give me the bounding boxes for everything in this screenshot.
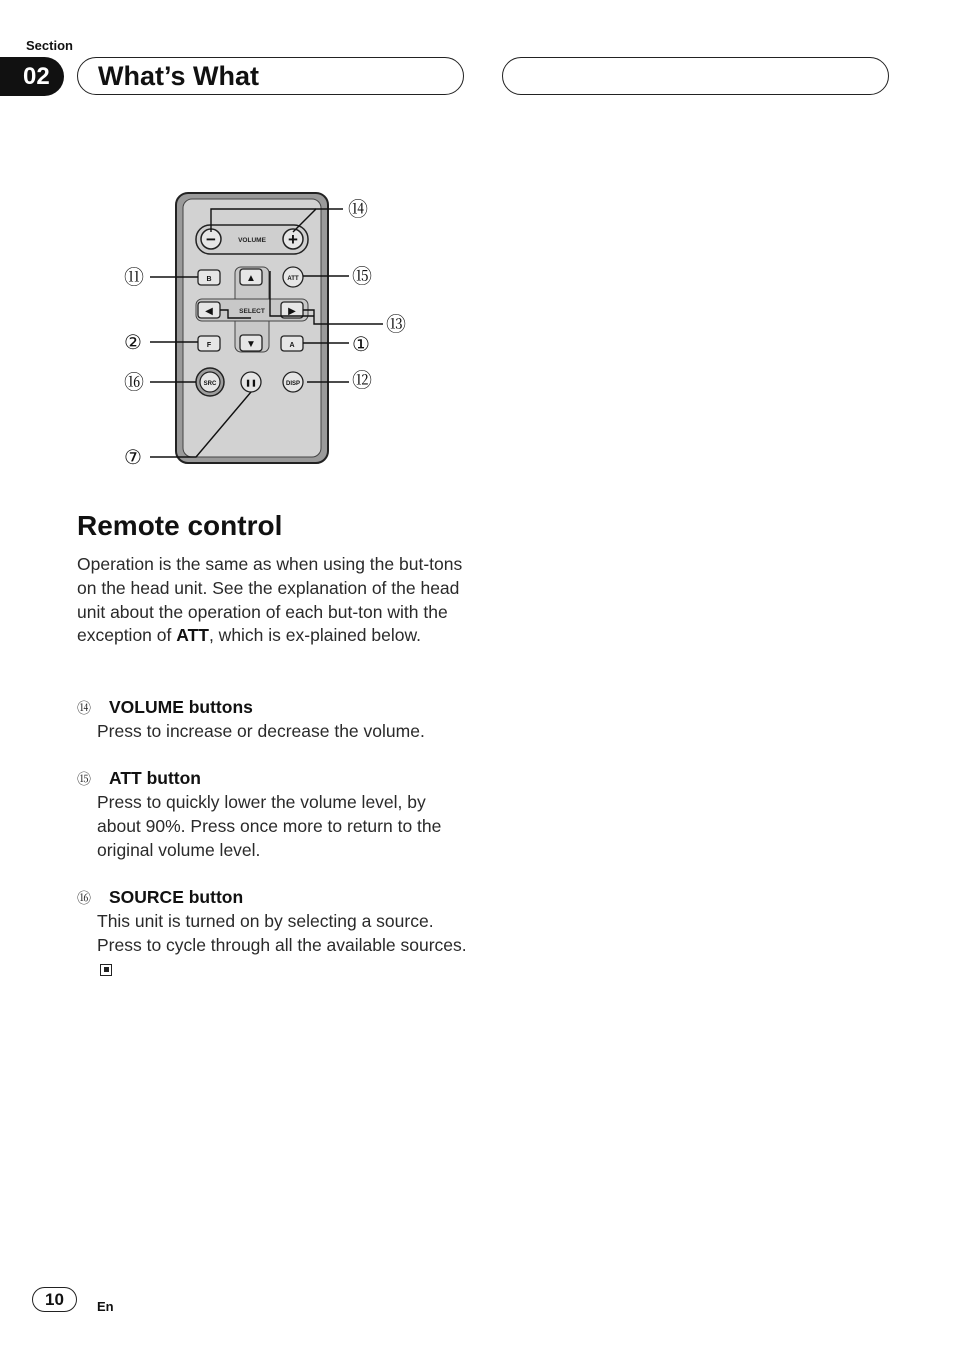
item-description-text: This unit is turned on by selecting a source. Press to cycle through all the available sources. [97,911,467,955]
callout-13: ⑬ [386,314,406,336]
item-number: ⑭ [77,700,91,716]
disp-button-label: DISP [285,381,301,387]
page-number: 10 [32,1287,77,1312]
item-description: Press to quickly lower the volume level, by about 90%. Press once more to return to the original volume level. [97,792,442,860]
callout-2: ② [124,332,142,354]
remote-control-heading: Remote control [77,510,283,541]
section-title: What’s What [98,61,259,91]
section-title-pill [77,57,464,95]
select-label: SELECT [239,308,265,315]
end-of-section-icon [100,964,112,976]
right-arrow-icon: ▶ [288,306,296,317]
item-number: ⑮ [77,771,91,787]
att-button-label: ATT [287,276,299,282]
item-title: VOLUME buttons [109,697,253,717]
src-button[interactable] [196,368,224,396]
intro-paragraph [77,553,467,648]
volume-label: VOLUME [238,237,266,244]
source-button-item [77,885,472,981]
section-number-tab: 02 [0,57,64,96]
pause-button[interactable] [241,372,261,392]
a-button-label: A [289,342,295,349]
callout-15: ⑮ [352,266,372,288]
f-button[interactable] [198,336,220,351]
callout-11: ⑪ [124,267,144,289]
language-code: En [97,1299,114,1314]
intro-text-end: , which is ex-plained below. [208,625,422,646]
volume-plus-glyph: + [288,230,298,249]
remote-control-diagram [118,188,418,468]
volume-rocker[interactable] [196,225,308,254]
callout-14: ⑭ [348,199,368,221]
empty-header-pill [502,57,889,95]
callout-7: ⑦ [124,447,142,468]
pause-icon: ❚❚ [245,380,257,387]
item-description: Press to increase or decrease the volume. [97,721,425,741]
intro-text-start: Operation is the same as when using the but-tons on the head unit. See the explanation of the head unit about the operation of each but-ton with the exception of [77,554,463,646]
b-button[interactable] [198,270,220,285]
callout-1: ① [352,334,370,356]
intro-att-bold: ATT [176,625,209,646]
volume-minus-glyph: − [206,230,216,249]
item-description [97,910,472,981]
volume-buttons-item [77,695,472,744]
src-button-label: SRC [203,381,217,387]
up-arrow-icon: ▲ [246,273,256,284]
f-button-label: F [206,342,212,349]
callout-12: ⑫ [352,370,372,392]
item-title: SOURCE button [109,887,244,907]
down-arrow-icon: ▼ [246,339,256,350]
section-label: Section [26,38,73,53]
att-button-item [77,766,472,862]
disp-button[interactable] [283,372,303,392]
item-number: ⑯ [77,890,91,906]
left-arrow-icon: ◀ [205,306,213,317]
att-button[interactable] [283,267,303,287]
b-button-label: B [206,276,212,283]
a-button[interactable] [281,336,303,351]
item-title: ATT button [109,768,201,788]
callout-16: ⑯ [124,372,144,394]
